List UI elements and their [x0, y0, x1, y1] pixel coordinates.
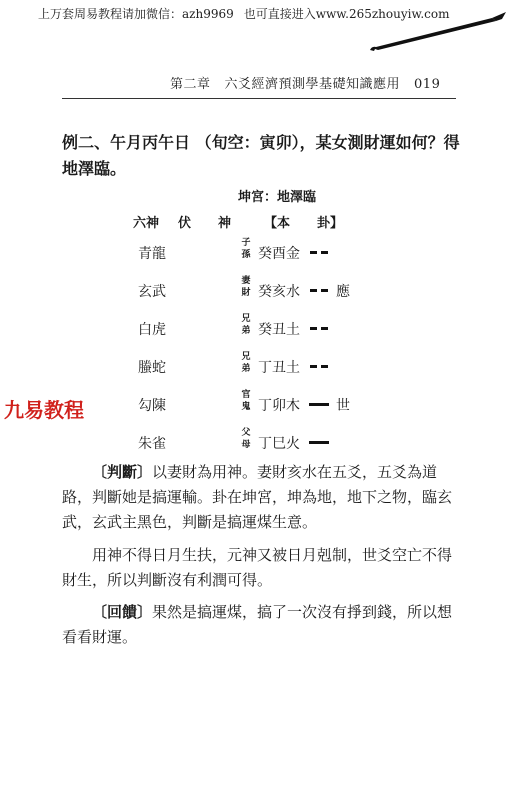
fushen-char-b: 財: [241, 288, 251, 298]
shi-marker: 世: [336, 398, 350, 414]
fushen-char-b: 母: [241, 440, 251, 450]
fushen-char-a: 兄: [241, 314, 251, 324]
judgement-label: 〔判斷〕: [92, 463, 153, 481]
example-heading: 例二、午月丙午日 （旬空：寅卯），某女測財運如何？得地澤臨。: [62, 133, 460, 178]
liushen-label: 玄武: [138, 284, 166, 300]
col-fushen-b: 神: [218, 216, 232, 231]
col-fushen-a: 伏: [178, 216, 192, 231]
analysis-paragraph: 用神不得日月生扶，元神又被日月剋制，世爻空亡不得財生，所以判斷沒有利潤可得。: [62, 546, 453, 589]
yang-line: [309, 441, 329, 444]
col-ben-open: 【本: [264, 216, 291, 231]
judgement-text: 以妻財為用神。妻財亥水在五爻，五爻為道路，判斷她是搞運輸。卦在坤宮，坤為地，地下之物，臨玄武，玄武主黑色，判斷是搞運煤生意。: [62, 463, 453, 531]
banner-text-left: 上万套周易教程请加微信：azh9969: [38, 7, 234, 21]
yin-line-right: [321, 365, 328, 368]
fushen-char-a: 妻: [241, 276, 251, 286]
yao-label: 癸酉金: [258, 246, 300, 262]
judgement-paragraph: [62, 460, 462, 535]
fushen-char-a: 官: [241, 390, 251, 400]
running-head: [170, 73, 440, 92]
yin-line-left: [310, 327, 317, 330]
feedback-paragraph: [62, 600, 462, 650]
fushen-char-b: 鬼: [241, 402, 251, 412]
fushen-char-b: 孫: [241, 250, 251, 260]
yin-line-left: [310, 289, 317, 292]
yin-line-right: [321, 327, 328, 330]
yin-line-right: [321, 251, 328, 254]
fushen-char-b: 弟: [241, 364, 251, 374]
liushen-label: 朱雀: [138, 436, 166, 452]
ying-marker: 應: [336, 284, 350, 300]
feedback-label: 〔回饋〕: [92, 603, 153, 621]
fushen-char-a: 子: [241, 238, 251, 248]
fushen-char-a: 兄: [241, 352, 251, 362]
yin-line-left: [310, 365, 317, 368]
yao-label: 癸丑土: [258, 322, 300, 338]
fushen-char-a: 父: [241, 428, 251, 438]
col-ben-close: 卦】: [317, 216, 344, 231]
col-liushen: 六神: [133, 216, 160, 231]
yao-label: 癸亥水: [258, 284, 300, 300]
liushen-label: 勾陳: [138, 398, 166, 414]
yin-line-left: [310, 251, 317, 254]
watermark: 九易教程: [4, 398, 84, 422]
fushen-char-b: 弟: [241, 326, 251, 336]
yang-line: [309, 403, 329, 406]
yao-label: 丁巳火: [258, 436, 300, 452]
yin-line-right: [321, 289, 328, 292]
book-title: 六爻經濟預測學基礎知識應用: [224, 77, 401, 92]
brush-pen-icon: [368, 10, 508, 52]
palace-title: 坤宮：地澤臨: [238, 190, 317, 205]
liushen-label: 白虎: [138, 322, 166, 338]
liushen-label: 螣蛇: [138, 360, 166, 376]
feedback-text: 果然是搞運煤，搞了一次沒有掙到錢，所以想看看財運。: [62, 603, 453, 646]
yao-label: 丁卯木: [258, 398, 300, 414]
yao-label: 丁丑土: [258, 360, 300, 376]
chapter-label: 第二章: [170, 77, 211, 92]
liushen-label: 青龍: [138, 246, 166, 262]
page-number: 019: [414, 77, 441, 92]
header-rule: [62, 98, 456, 99]
banner-text-right: 也可直接进入www.265zhouyiw.com: [243, 7, 450, 21]
